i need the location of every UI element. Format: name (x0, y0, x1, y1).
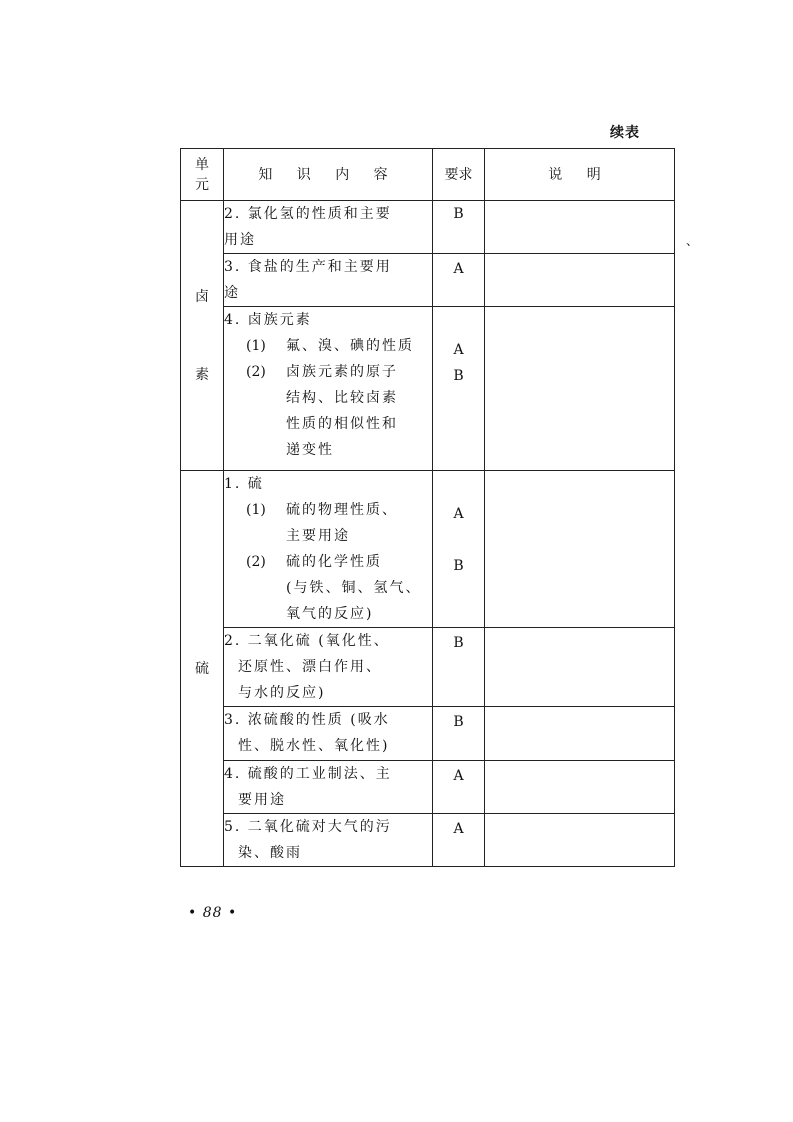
requirement-cell: B (433, 628, 485, 707)
content-cell: 3. 浓硫酸的性质 (吸水 性、脱水性、氧化性) (224, 707, 433, 761)
table-row (181, 201, 675, 254)
curriculum-table (180, 148, 675, 867)
content-cell: 4. 卤族元素 (1) 氟、溴、碘的性质 (2) 卤族元素的原子 结构、比较卤素 性质的相似性和 递变性 (224, 307, 433, 471)
unit-halogen: 卤 素 (181, 201, 224, 471)
unit-sulfur: 硫 (181, 471, 224, 867)
note-cell (485, 471, 675, 628)
table-row (181, 761, 675, 814)
content-cell: 2. 二氧化硫 (氧化性、 还原性、漂白作用、 与水的反应) (224, 628, 433, 707)
page-number: • 88 • (188, 905, 238, 921)
requirement-cell: A B (433, 307, 485, 471)
requirement-cell: A (433, 254, 485, 307)
content-cell: 5. 二氧化硫对大气的污 染、酸雨 (224, 814, 433, 867)
note-cell (485, 814, 675, 867)
note-cell (485, 307, 675, 471)
requirement-cell: A B (433, 471, 485, 628)
header-content: 知 识 内 容 (224, 149, 433, 201)
header-requirement: 要求 (433, 149, 485, 201)
note-cell (485, 761, 675, 814)
requirement-cell: A (433, 761, 485, 814)
content-cell: 2. 氯化氢的性质和主要 用途 (224, 201, 433, 254)
note-cell (485, 201, 675, 254)
content-cell: 1. 硫 (1) 硫的物理性质、 主要用途 (2) 硫的化学性质 (与铁、铜、氢气、 氧气的反应) (224, 471, 433, 628)
table-row (181, 707, 675, 761)
header-note: 说 明 (485, 149, 675, 201)
table-row (181, 628, 675, 707)
continued-label: 续表 (610, 125, 640, 141)
content-cell: 3. 食盐的生产和主要用 途 (224, 254, 433, 307)
table-row (181, 471, 675, 628)
header-unit: 单 元 (181, 149, 224, 201)
stray-mark: 、 (686, 234, 699, 248)
note-cell (485, 254, 675, 307)
header-row (181, 149, 675, 201)
content-cell: 4. 硫酸的工业制法、主 要用途 (224, 761, 433, 814)
table-row (181, 814, 675, 867)
note-cell (485, 707, 675, 761)
table-row (181, 254, 675, 307)
requirement-cell: B (433, 201, 485, 254)
requirement-cell: B (433, 707, 485, 761)
note-cell (485, 628, 675, 707)
requirement-cell: A (433, 814, 485, 867)
table-row (181, 307, 675, 471)
